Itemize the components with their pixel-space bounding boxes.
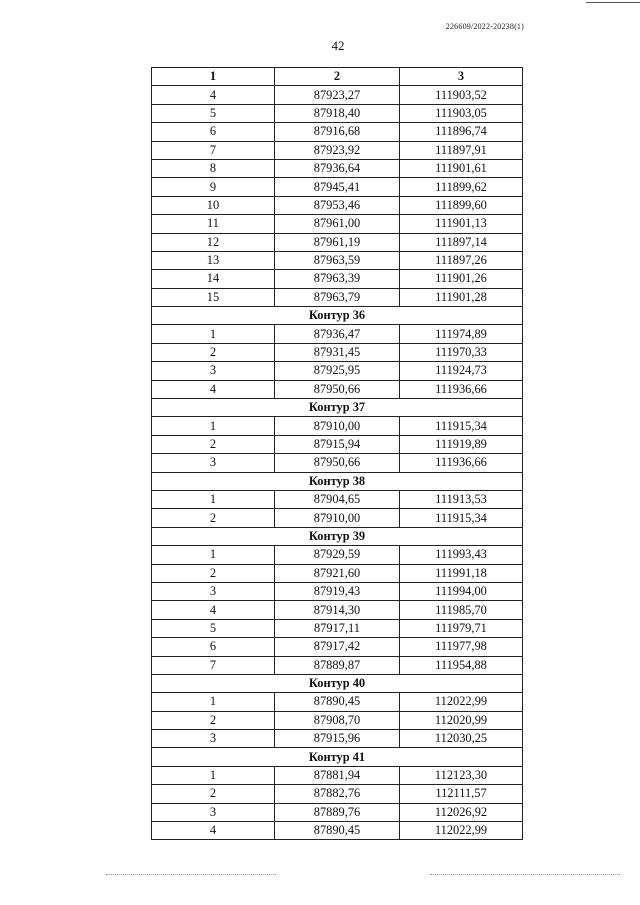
header-cell-x: 2: [275, 68, 400, 86]
x-coordinate-cell: 87929,59: [275, 546, 400, 564]
header-cell-point: 1: [152, 68, 275, 86]
point-number-cell: 2: [152, 435, 275, 453]
point-number-cell: 13: [152, 251, 275, 269]
y-coordinate-cell: 111915,34: [400, 509, 523, 527]
table-row: [152, 380, 523, 398]
point-number-cell: 6: [152, 123, 275, 141]
point-number-cell: 5: [152, 104, 275, 122]
x-coordinate-cell: 87925,95: [275, 362, 400, 380]
y-coordinate-cell: 112026,92: [400, 803, 523, 821]
y-coordinate-cell: 111903,52: [400, 86, 523, 104]
table-row: [152, 123, 523, 141]
y-coordinate-cell: 111899,62: [400, 178, 523, 196]
x-coordinate-cell: 87881,94: [275, 766, 400, 784]
document-id: 226609/2022-20238(1): [445, 22, 524, 31]
contour-title: Контур 38: [152, 472, 523, 490]
x-coordinate-cell: 87963,39: [275, 270, 400, 288]
point-number-cell: 2: [152, 711, 275, 729]
point-number-cell: 1: [152, 490, 275, 508]
contour-title-row: [152, 472, 523, 490]
table-row: [152, 490, 523, 508]
y-coordinate-cell: 111919,89: [400, 435, 523, 453]
y-coordinate-cell: 112123,30: [400, 766, 523, 784]
y-coordinate-cell: 111901,28: [400, 288, 523, 306]
y-coordinate-cell: 111979,71: [400, 619, 523, 637]
y-coordinate-cell: 112022,99: [400, 693, 523, 711]
top-edge-rule: [586, 2, 640, 3]
y-coordinate-cell: 111954,88: [400, 656, 523, 674]
x-coordinate-cell: 87950,66: [275, 454, 400, 472]
y-coordinate-cell: 112030,25: [400, 730, 523, 748]
point-number-cell: 9: [152, 178, 275, 196]
y-coordinate-cell: 111993,43: [400, 546, 523, 564]
contour-title: Контур 39: [152, 527, 523, 545]
table-row: [152, 454, 523, 472]
y-coordinate-cell: 111897,26: [400, 251, 523, 269]
scan-footer-marks-right: [430, 874, 620, 875]
y-coordinate-cell: 112111,57: [400, 785, 523, 803]
contour-title: Контур 40: [152, 674, 523, 692]
x-coordinate-cell: 87921,60: [275, 564, 400, 582]
point-number-cell: 10: [152, 196, 275, 214]
point-number-cell: 4: [152, 380, 275, 398]
page-number: 42: [331, 38, 345, 53]
point-number-cell: 2: [152, 343, 275, 361]
x-coordinate-cell: 87961,19: [275, 233, 400, 251]
point-number-cell: 2: [152, 564, 275, 582]
point-number-cell: 4: [152, 822, 275, 840]
point-number-cell: 11: [152, 215, 275, 233]
x-coordinate-cell: 87919,43: [275, 582, 400, 600]
contour-title-row: [152, 748, 523, 766]
x-coordinate-cell: 87916,68: [275, 123, 400, 141]
table-row: [152, 141, 523, 159]
y-coordinate-cell: 111977,98: [400, 638, 523, 656]
point-number-cell: 1: [152, 325, 275, 343]
x-coordinate-cell: 87961,00: [275, 215, 400, 233]
table-row: [152, 601, 523, 619]
contour-title-row: [152, 307, 523, 325]
table-row: [152, 822, 523, 840]
table-row: [152, 638, 523, 656]
table-row: [152, 803, 523, 821]
table-row: [152, 417, 523, 435]
point-number-cell: 4: [152, 601, 275, 619]
x-coordinate-cell: 87936,47: [275, 325, 400, 343]
x-coordinate-cell: 87914,30: [275, 601, 400, 619]
point-number-cell: 3: [152, 803, 275, 821]
point-number-cell: 14: [152, 270, 275, 288]
x-coordinate-cell: 87936,64: [275, 159, 400, 177]
table-row: [152, 270, 523, 288]
contour-title-row: [152, 674, 523, 692]
y-coordinate-cell: 111913,53: [400, 490, 523, 508]
point-number-cell: 7: [152, 656, 275, 674]
x-coordinate-cell: 87945,41: [275, 178, 400, 196]
table-row: [152, 509, 523, 527]
table-row: [152, 215, 523, 233]
x-coordinate-cell: 87915,96: [275, 730, 400, 748]
y-coordinate-cell: 111974,89: [400, 325, 523, 343]
scan-footer-marks-left: [106, 874, 276, 875]
point-number-cell: 2: [152, 509, 275, 527]
table-row: [152, 288, 523, 306]
table-row: [152, 343, 523, 361]
table-row: [152, 619, 523, 637]
y-coordinate-cell: 111994,00: [400, 582, 523, 600]
table-row: [152, 730, 523, 748]
x-coordinate-cell: 87889,87: [275, 656, 400, 674]
point-number-cell: 4: [152, 86, 275, 104]
point-number-cell: 3: [152, 362, 275, 380]
point-number-cell: 15: [152, 288, 275, 306]
table-row: [152, 711, 523, 729]
coordinates-table-body: [152, 86, 523, 840]
point-number-cell: 8: [152, 159, 275, 177]
y-coordinate-cell: 111924,73: [400, 362, 523, 380]
table-row: [152, 104, 523, 122]
table-row: [152, 86, 523, 104]
contour-title: Контур 36: [152, 307, 523, 325]
y-coordinate-cell: 111897,14: [400, 233, 523, 251]
table-row: [152, 233, 523, 251]
y-coordinate-cell: 111985,70: [400, 601, 523, 619]
coordinates-table: [151, 67, 523, 840]
header-cell-y: 3: [400, 68, 523, 86]
point-number-cell: 1: [152, 417, 275, 435]
x-coordinate-cell: 87882,76: [275, 785, 400, 803]
x-coordinate-cell: 87889,76: [275, 803, 400, 821]
y-coordinate-cell: 111899,60: [400, 196, 523, 214]
table-row: [152, 435, 523, 453]
y-coordinate-cell: 112020,99: [400, 711, 523, 729]
y-coordinate-cell: 111936,66: [400, 380, 523, 398]
table-row: [152, 656, 523, 674]
point-number-cell: 12: [152, 233, 275, 251]
table-row: [152, 251, 523, 269]
y-coordinate-cell: 112022,99: [400, 822, 523, 840]
x-coordinate-cell: 87963,59: [275, 251, 400, 269]
y-coordinate-cell: 111901,26: [400, 270, 523, 288]
x-coordinate-cell: 87904,65: [275, 490, 400, 508]
y-coordinate-cell: 111991,18: [400, 564, 523, 582]
point-number-cell: 7: [152, 141, 275, 159]
table-row: [152, 693, 523, 711]
x-coordinate-cell: 87910,00: [275, 509, 400, 527]
x-coordinate-cell: 87963,79: [275, 288, 400, 306]
contour-title-row: [152, 527, 523, 545]
y-coordinate-cell: 111901,61: [400, 159, 523, 177]
point-number-cell: 1: [152, 766, 275, 784]
point-number-cell: 6: [152, 638, 275, 656]
table-row: [152, 785, 523, 803]
x-coordinate-cell: 87931,45: [275, 343, 400, 361]
contour-title-row: [152, 399, 523, 417]
x-coordinate-cell: 87923,92: [275, 141, 400, 159]
point-number-cell: 1: [152, 693, 275, 711]
point-number-cell: 5: [152, 619, 275, 637]
x-coordinate-cell: 87923,27: [275, 86, 400, 104]
table-row: [152, 178, 523, 196]
x-coordinate-cell: 87918,40: [275, 104, 400, 122]
point-number-cell: 1: [152, 546, 275, 564]
x-coordinate-cell: 87953,46: [275, 196, 400, 214]
table-row: [152, 196, 523, 214]
table-row: [152, 564, 523, 582]
table-row: [152, 546, 523, 564]
point-number-cell: 3: [152, 730, 275, 748]
point-number-cell: 2: [152, 785, 275, 803]
y-coordinate-cell: 111936,66: [400, 454, 523, 472]
x-coordinate-cell: 87917,11: [275, 619, 400, 637]
y-coordinate-cell: 111897,91: [400, 141, 523, 159]
x-coordinate-cell: 87910,00: [275, 417, 400, 435]
y-coordinate-cell: 111915,34: [400, 417, 523, 435]
table-row: [152, 325, 523, 343]
table-row: [152, 362, 523, 380]
point-number-cell: 3: [152, 454, 275, 472]
x-coordinate-cell: 87890,45: [275, 693, 400, 711]
y-coordinate-cell: 111896,74: [400, 123, 523, 141]
x-coordinate-cell: 87917,42: [275, 638, 400, 656]
header-row: [152, 68, 523, 86]
x-coordinate-cell: 87950,66: [275, 380, 400, 398]
x-coordinate-cell: 87908,70: [275, 711, 400, 729]
table-row: [152, 766, 523, 784]
y-coordinate-cell: 111970,33: [400, 343, 523, 361]
contour-title: Контур 37: [152, 399, 523, 417]
table-row: [152, 159, 523, 177]
y-coordinate-cell: 111901,13: [400, 215, 523, 233]
x-coordinate-cell: 87890,45: [275, 822, 400, 840]
contour-title: Контур 41: [152, 748, 523, 766]
x-coordinate-cell: 87915,94: [275, 435, 400, 453]
table-row: [152, 582, 523, 600]
y-coordinate-cell: 111903,05: [400, 104, 523, 122]
point-number-cell: 3: [152, 582, 275, 600]
